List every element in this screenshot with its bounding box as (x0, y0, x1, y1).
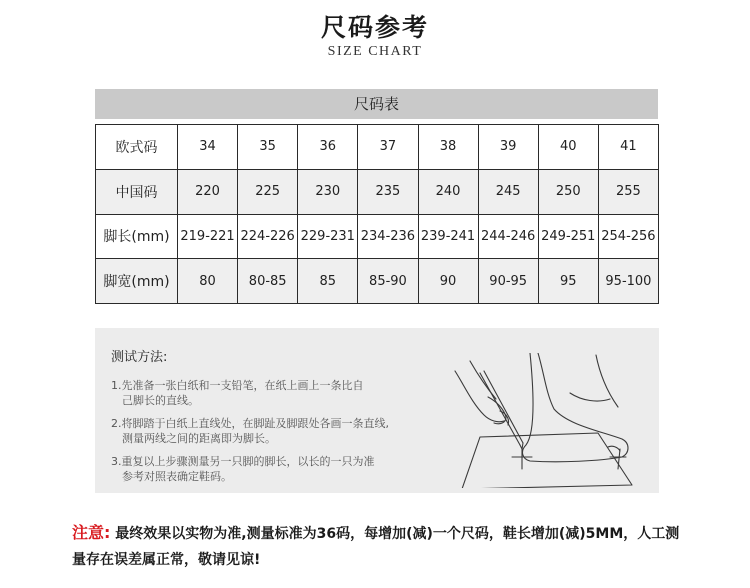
table-cell: 255 (598, 169, 658, 214)
size-table (95, 124, 659, 304)
row-label: 中国码 (96, 169, 178, 214)
step-line: 己脚长的直线。 (122, 394, 199, 407)
row-label: 脚长(mm) (96, 214, 178, 259)
table-cell: 250 (538, 169, 598, 214)
table-cell: 229-231 (298, 214, 358, 259)
page-subtitle: SIZE CHART (327, 44, 423, 59)
table-cell: 85 (298, 259, 358, 304)
table-cell: 41 (598, 125, 658, 170)
method-step-1 (111, 378, 411, 408)
table-cell: 38 (418, 125, 478, 170)
measuring-method-panel (95, 328, 659, 493)
table-cell: 35 (238, 125, 298, 170)
foot-measuring-illustration-icon (450, 353, 650, 488)
table-cell: 230 (298, 169, 358, 214)
table-cell: 90 (418, 259, 478, 304)
method-step-2 (111, 416, 411, 446)
method-title: 测试方法: (111, 350, 168, 365)
table-cell: 36 (298, 125, 358, 170)
row-label: 脚宽(mm) (96, 259, 178, 304)
step-line: 2.将脚踏于白纸上直线处，在脚趾及脚跟处各画一条直线, (111, 417, 389, 430)
table-cell: 80-85 (238, 259, 298, 304)
table-cell: 225 (238, 169, 298, 214)
step-line: 3.重复以上步骤测量另一只脚的脚长，以长的一只为准 (111, 455, 375, 468)
table-cell: 254-256 (598, 214, 658, 259)
table-cell: 39 (478, 125, 538, 170)
table-cell: 220 (178, 169, 238, 214)
table-cell: 95-100 (598, 259, 658, 304)
notice-label: 注意: (72, 523, 111, 542)
table-row-foot-length (96, 214, 659, 259)
table-cell: 249-251 (538, 214, 598, 259)
table-cell: 90-95 (478, 259, 538, 304)
table-cell: 240 (418, 169, 478, 214)
table-cell: 219-221 (178, 214, 238, 259)
table-row-eu (96, 125, 659, 170)
table-cell: 245 (478, 169, 538, 214)
table-cell: 244-246 (478, 214, 538, 259)
table-cell: 234-236 (358, 214, 418, 259)
row-label: 欧式码 (96, 125, 178, 170)
table-cell: 80 (178, 259, 238, 304)
table-cell: 34 (178, 125, 238, 170)
page-title: 尺码参考 (320, 13, 429, 42)
table-cell: 235 (358, 169, 418, 214)
method-step-3 (111, 454, 411, 484)
table-cell: 85-90 (358, 259, 418, 304)
table-cell: 239-241 (418, 214, 478, 259)
table-cell: 37 (358, 125, 418, 170)
step-line: 1.先准备一张白纸和一支铅笔，在纸上画上一条比自 (111, 379, 364, 392)
notice-text: 最终效果以实物为准,测量标准为36码，每增加(减)一个尺码，鞋长增加(减)5MM，人工测量存在误差属正常，敬请见谅! (72, 526, 680, 568)
notice (72, 520, 692, 573)
step-line: 参考对照表确定鞋码。 (122, 470, 232, 483)
table-cell: 40 (538, 125, 598, 170)
table-cell: 224-226 (238, 214, 298, 259)
table-cell: 95 (538, 259, 598, 304)
table-row-cn (96, 169, 659, 214)
size-table-caption: 尺码表 (95, 89, 658, 119)
step-line: 测量两线之间的距离即为脚长。 (122, 432, 276, 445)
table-row-foot-width (96, 259, 659, 304)
